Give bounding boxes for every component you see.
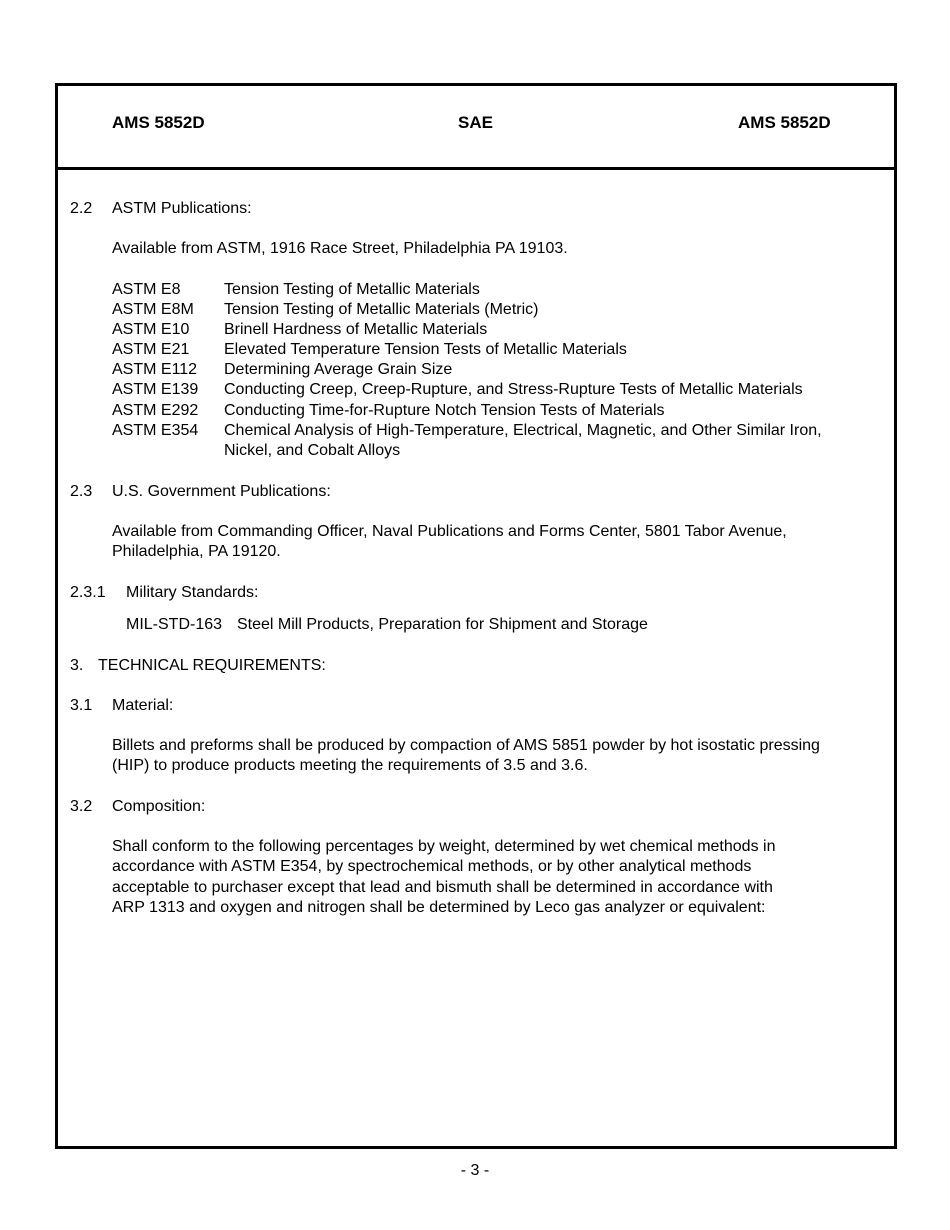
section-heading: ASTM Publications: — [112, 200, 252, 217]
section-heading: Military Standards: — [126, 584, 259, 601]
paragraph-line: Available from ASTM, 1916 Race Street, Philadelphia PA 19103. — [112, 240, 568, 257]
section-heading: Material: — [112, 697, 174, 714]
reference-title: Tension Testing of Metallic Materials (Metric) — [224, 301, 539, 318]
standard-title: Steel Mill Products, Preparation for Shipment and Storage — [237, 616, 648, 633]
reference-title-continued: Nickel, and Cobalt Alloys — [224, 442, 401, 459]
paragraph-line: Billets and preforms shall be produced by compaction of AMS 5851 powder by hot isostatic pressing — [112, 737, 820, 754]
section-heading: Composition: — [112, 798, 206, 815]
standard-code: MIL-STD-163 — [126, 616, 223, 633]
section-heading: TECHNICAL REQUIREMENTS: — [98, 657, 326, 674]
section-number: 2.3 — [70, 483, 93, 500]
reference-title: Tension Testing of Metallic Materials — [224, 281, 480, 298]
header-doc-id-right: AMS 5852D — [738, 113, 831, 132]
paragraph-line: Shall conform to the following percentages by weight, determined by wet chemical methods in — [112, 838, 776, 855]
section-number: 2.2 — [70, 200, 93, 217]
reference-title: Determining Average Grain Size — [224, 361, 453, 378]
paragraph-line: Philadelphia, PA 19120. — [112, 543, 281, 560]
reference-title: Brinell Hardness of Metallic Materials — [224, 321, 488, 338]
reference-code: ASTM E10 — [112, 321, 190, 338]
reference-code: ASTM E354 — [112, 422, 199, 439]
reference-title: Conducting Creep, Creep-Rupture, and Stress-Rupture Tests of Metallic Materials — [224, 381, 803, 398]
reference-code: ASTM E292 — [112, 402, 199, 419]
section-heading: U.S. Government Publications: — [112, 483, 331, 500]
reference-code: ASTM E139 — [112, 381, 199, 398]
page-number: - 3 - — [460, 1162, 490, 1179]
section-number: 2.3.1 — [70, 584, 106, 601]
reference-code: ASTM E112 — [112, 361, 198, 378]
reference-title: Elevated Temperature Tension Tests of Metallic Materials — [224, 341, 627, 358]
section-number: 3.2 — [70, 798, 93, 815]
header-publisher: SAE — [458, 113, 493, 132]
paragraph-line: accordance with ASTM E354, by spectrochemical methods, or by other analytical methods — [112, 858, 752, 875]
paragraph-line: (HIP) to produce products meeting the requirements of 3.5 and 3.6. — [112, 757, 588, 774]
reference-title: Chemical Analysis of High-Temperature, Electrical, Magnetic, and Other Similar Iron, — [224, 422, 822, 439]
paragraph-line: acceptable to purchaser except that lead and bismuth shall be determined in accordance with — [112, 879, 773, 896]
section-number: 3. — [70, 657, 84, 674]
reference-title: Conducting Time-for-Rupture Notch Tension Tests of Materials — [224, 402, 665, 419]
header-divider — [58, 167, 894, 170]
paragraph-line: ARP 1313 and oxygen and nitrogen shall be determined by Leco gas analyzer or equivalent: — [112, 899, 766, 916]
section-number: 3.1 — [70, 697, 93, 714]
header-doc-id-left: AMS 5852D — [112, 113, 205, 132]
paragraph-line: Available from Commanding Officer, Naval Publications and Forms Center, 5801 Tabor Avenue, — [112, 523, 787, 540]
reference-code: ASTM E8 — [112, 281, 181, 298]
reference-code: ASTM E21 — [112, 341, 190, 358]
reference-code: ASTM E8M — [112, 301, 194, 318]
